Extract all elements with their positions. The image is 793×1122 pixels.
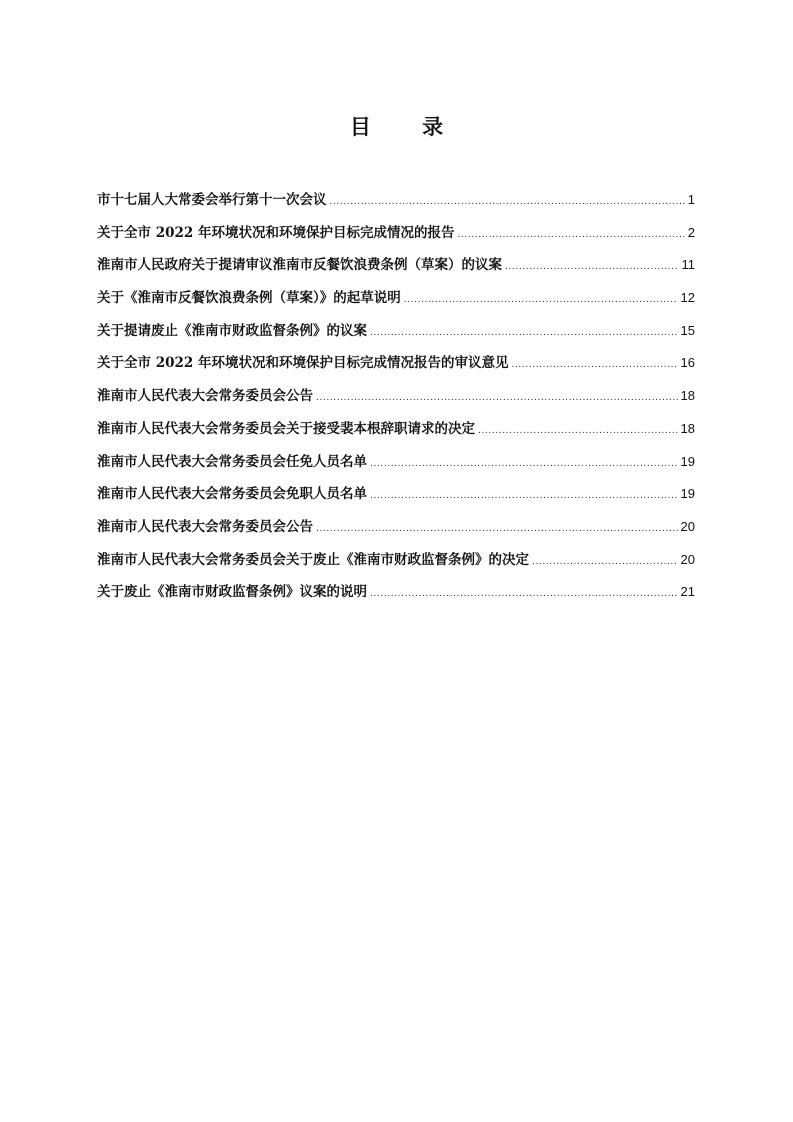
toc-entry[interactable]: [97, 319, 695, 352]
toc-entry-page: 12: [680, 290, 695, 306]
table-of-contents: [97, 188, 695, 613]
toc-entry-title: 淮南市人民代表大会常务委员会免职人员名单: [97, 486, 367, 503]
toc-entry[interactable]: [97, 253, 695, 286]
toc-entry-page: 2: [687, 224, 695, 240]
toc-entry[interactable]: [97, 515, 695, 548]
dot-leader: [370, 589, 678, 599]
toc-entry[interactable]: [97, 286, 695, 319]
toc-entry-title: 淮南市人民代表大会常务委员会关于废止《淮南市财政监督条例》的决定: [97, 551, 529, 568]
toc-entry[interactable]: [97, 450, 695, 483]
toc-entry-title: 关于全市 2022 年环境状况和环境保护目标完成情况的报告: [97, 224, 455, 241]
dot-leader: [316, 393, 678, 403]
toc-entry-page: 20: [680, 518, 695, 534]
toc-entry-page: 19: [680, 486, 695, 502]
dot-leader: [478, 426, 678, 436]
dot-leader: [370, 459, 678, 469]
dot-leader: [404, 295, 678, 305]
toc-entry[interactable]: [97, 221, 695, 254]
dot-leader: [457, 230, 684, 240]
toc-entry-title: 关于《淮南市反餐饮浪费条例（草案）》的起草说明: [97, 290, 401, 307]
dot-leader: [370, 491, 678, 501]
toc-entry-title: 淮南市人民代表大会常务委员会公告: [97, 518, 313, 535]
dot-leader: [532, 557, 678, 567]
page-title: 目 录: [349, 114, 466, 139]
dot-leader: [330, 197, 685, 207]
toc-entry-page: 1: [687, 192, 695, 207]
toc-entry-page: 16: [680, 355, 695, 371]
toc-entry-title: 淮南市人民代表大会常务委员会任免人员名单: [97, 453, 367, 470]
toc-entry-title: 关于废止《淮南市财政监督条例》议案的说明: [97, 584, 367, 601]
dot-leader: [316, 524, 678, 534]
toc-entry-title: 淮南市人民代表大会常务委员会关于接受裴本根辞职请求的决定: [97, 420, 475, 437]
toc-entry[interactable]: [97, 482, 695, 515]
toc-entry[interactable]: [97, 548, 695, 581]
dot-leader: [370, 328, 678, 338]
toc-entry[interactable]: [97, 188, 695, 221]
dot-leader: [511, 360, 677, 370]
toc-entry[interactable]: [97, 417, 695, 450]
toc-entry-title: 淮南市人民政府关于提请审议淮南市反餐饮浪费条例（草案）的议案: [97, 257, 502, 274]
toc-entry-title: 关于全市 2022 年环境状况和环境保护目标完成情况报告的审议意见: [97, 355, 509, 372]
dot-leader: [505, 262, 679, 272]
toc-entry-page: 18: [680, 420, 695, 436]
toc-entry[interactable]: [97, 384, 695, 417]
toc-entry-page: 19: [680, 453, 695, 469]
toc-entry-page: 18: [680, 388, 695, 404]
toc-entry[interactable]: [97, 580, 695, 613]
toc-entry-page: 15: [680, 322, 695, 338]
toc-entry-title: 淮南市人民代表大会常务委员会公告: [97, 388, 313, 405]
toc-entry-page: 11: [681, 257, 695, 273]
toc-entry-title: 关于提请废止《淮南市财政监督条例》的议案: [97, 322, 367, 339]
toc-entry-title: 市十七届人大常委会举行第十一次会议: [97, 192, 327, 208]
toc-entry[interactable]: [97, 351, 695, 384]
toc-entry-page: 21: [680, 584, 695, 600]
toc-entry-page: 20: [680, 551, 695, 567]
